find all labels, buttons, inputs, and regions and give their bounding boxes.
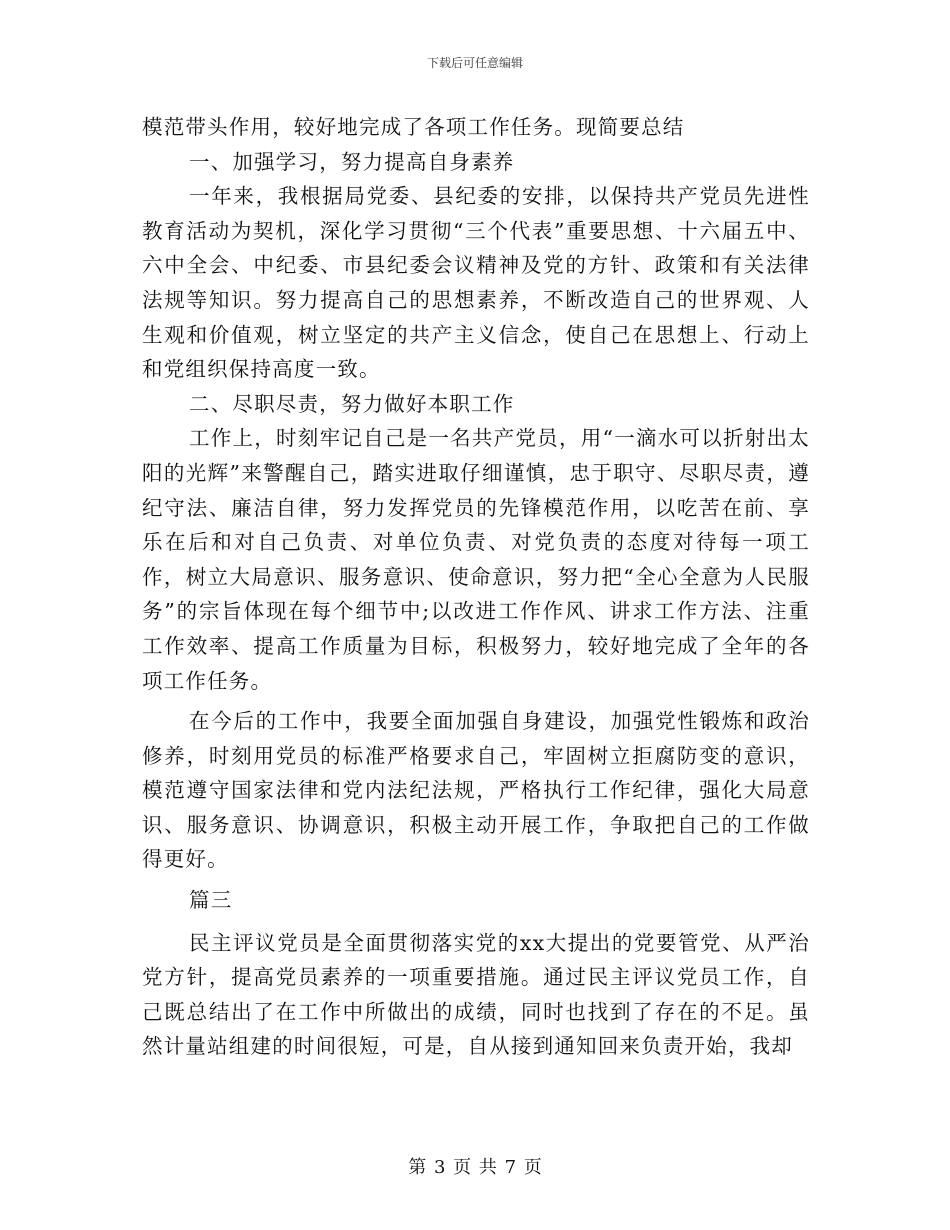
paragraph-work: 工作上，时刻牢记自己是一名共产党员，用“一滴水可以折射出太阳的光辉”来警醒自己，踏实进取仔细谨慎，忠于职守、尽职尽责，遵纪守法、廉洁自律，努力发挥党员的先锋模范作用，以吃苦在前、享乐在后和对自己负责、对单位负责、对党负责的态度对待每一项工作，树立大局意识、服务意识、使命意识，努力把“全心全意为人民服务”的宗旨体现在每个细节中;以改进工作作风、讲求工作方法、注重工作效率、提高工作质量为目标，积极努力，较好地完成了全年的各项工作任务。	[142, 426, 810, 693]
section-title-part-three: 篇三	[189, 888, 233, 913]
section-heading-1: 一、加强学习，努力提高自身素养	[189, 149, 515, 174]
document-body	[142, 110, 810, 1064]
page-number: 第 3 页 共 7 页	[408, 1157, 542, 1178]
paragraph-future: 在今后的工作中，我要全面加强自身建设，加强党性锻炼和政治修养，时刻用党员的标准严格要求自己，牢固树立拒腐防变的意识，模范遵守国家法律和党内法纪法规，严格执行工作纪律，强化大局意识、服务意识、协调意识，积极主动开展工作，争取把自己的工作做得更好。	[142, 709, 810, 872]
section-heading-2: 二、尽职尽责，努力做好本职工作	[189, 391, 515, 416]
paragraph-continuation: 模范带头作用，较好地完成了各项工作任务。现简要总结	[142, 115, 685, 139]
header-note: 下载后可任意编辑	[426, 56, 523, 70]
paragraph-review: 民主评议党员是全面贯彻落实党的xx大提出的党要管党、从严治党方针，提高党员素养的一项重要措施。通过民主评议党员工作，自己既总结出了在工作中所做出的成绩，同时也找到了存在的不足。虽然计量站组建的时间很短，可是，自从接到通知回来负责开始，我却	[142, 930, 810, 1059]
paragraph-study: 一年来，我根据局党委、县纪委的安排，以保持共产党员先进性教育活动为契机，深化学习贯彻“三个代表”重要思想、十六届五中、六中全会、中纪委、市县纪委会议精神及党的方针、政策和有关法律法规等知识。努力提高自己的思想素养，不断改造自己的世界观、人生观和价值观，树立坚定的共产主义信念，使自己在思想上、行动上和党组织保持高度一致。	[142, 184, 810, 382]
